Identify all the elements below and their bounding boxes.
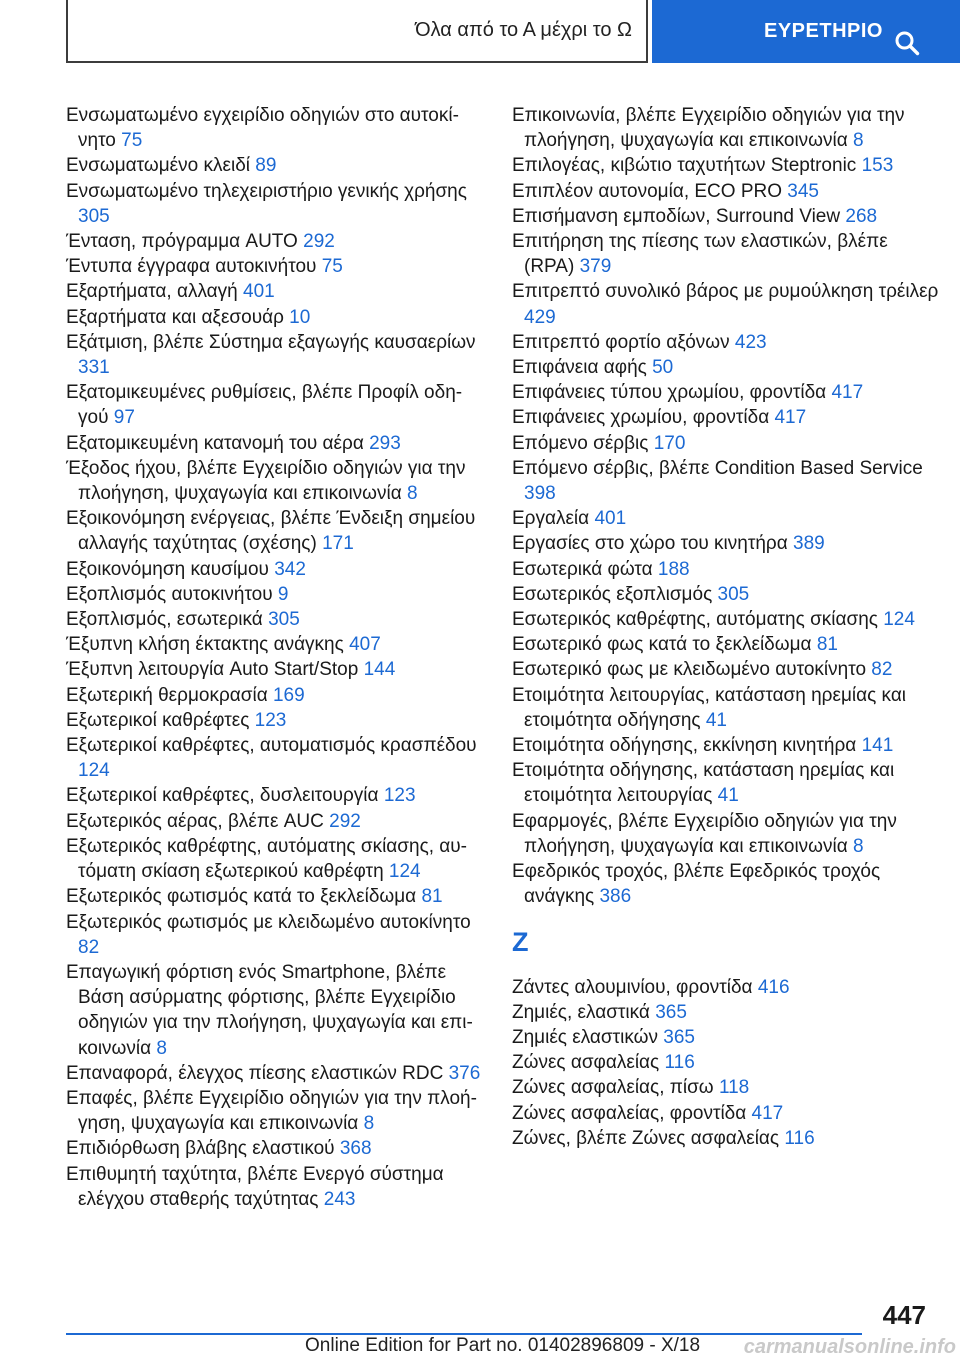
index-entry-text: Ζημιές ελαστικών: [512, 1026, 658, 1048]
page-reference-link[interactable]: 342: [274, 558, 306, 580]
page-reference-link[interactable]: 345: [787, 180, 819, 202]
index-entry: [512, 1101, 942, 1126]
index-entry-text: Έξυπνη κλήση έκτακτης ανάγκης: [66, 634, 344, 656]
index-entry-text: Επιτήρηση της πίεσης των ελαστικών, βλέπε (RPA): [512, 231, 888, 278]
index-entry: [66, 279, 486, 304]
index-entry: [66, 1086, 486, 1136]
index-entry-text: Έξοδος ήχου, βλέπε Εγχειρίδιο οδηγιών για την πλοήγηση, ψυχαγωγία και επικοινωνία: [66, 457, 466, 505]
index-entry: [512, 683, 942, 733]
index-entry: [66, 305, 486, 330]
index-entry: [66, 557, 486, 582]
index-entry: [512, 809, 942, 859]
index-entry: [66, 783, 486, 808]
page-reference-link[interactable]: 331: [78, 357, 110, 379]
page-reference-link[interactable]: 82: [871, 659, 893, 681]
index-entry: [66, 683, 486, 708]
index-entry: [512, 1050, 942, 1075]
index-entry-text: Εργαλεία: [512, 508, 590, 530]
index-entry: [512, 1000, 942, 1025]
index-entry: [512, 405, 942, 430]
index-entry-text: Επαφές, βλέπε Εγχειρίδιο οδηγιών για την πλοήγηση, ψυχαγωγία και επικοινωνία: [66, 1087, 477, 1135]
page-reference-link[interactable]: 75: [321, 256, 343, 278]
index-entry-text: Εξοπλισμός, εσωτερικά: [66, 609, 263, 631]
index-group-zeta: [512, 975, 942, 1151]
index-entry: [66, 733, 486, 783]
index-entry: [66, 582, 486, 607]
index-entry: [512, 229, 942, 279]
index-entry: [66, 506, 486, 556]
page-reference-link[interactable]: 82: [78, 936, 100, 958]
tab-all-a-to-z-label: Όλα από το Α μέχρι το Ω: [415, 19, 632, 41]
page-reference-link[interactable]: 8: [363, 1113, 375, 1135]
index-entry-text: Επιθυμητή ταχύτητα, βλέπε Ενεργό σύστημα ελέγχου σταθερής ταχύτητας: [66, 1163, 444, 1210]
index-entry: [66, 456, 486, 506]
index-entry: [512, 204, 942, 229]
index-entry: [512, 330, 942, 355]
index-entry: [512, 1075, 942, 1100]
index-entry-text: Ένταση, πρόγραμμα AUTO: [66, 231, 298, 253]
index-entry-text: Ενσωματωμένο τηλεχειριστήριο γενικής χρήσης: [66, 180, 467, 202]
page-reference-link[interactable]: 50: [652, 357, 674, 379]
index-entry-text: Επιλογέας, κιβώτιο ταχυτήτων Steptronic: [512, 155, 857, 177]
index-entry: [512, 859, 942, 909]
tab-index[interactable]: [652, 0, 960, 63]
index-entry: [512, 103, 942, 153]
index-entry-text: Επαγωγική φόρτιση ενός Smartphone, βλέπε Βάση ασύρματης φόρτισης, βλέπε Εγχειρίδιο οδηγιών για την πλοήγηση, ψυχαγωγία και επικοινωνία: [66, 961, 473, 1059]
index-entry: [66, 657, 486, 682]
page-reference-link[interactable]: 9: [277, 583, 289, 605]
page-reference-link[interactable]: 8: [156, 1037, 167, 1059]
index-entry: [512, 506, 942, 531]
page-reference-link[interactable]: 118: [718, 1077, 750, 1099]
page-reference-link[interactable]: 123: [254, 709, 287, 731]
page-reference-link[interactable]: 124: [883, 609, 915, 631]
index-entry: [512, 431, 942, 456]
page-reference-link[interactable]: 124: [78, 760, 110, 782]
index-entry-text: Επιφάνειες τύπου χρωμίου, φροντίδα: [512, 382, 827, 404]
page-reference-link[interactable]: 389: [793, 533, 825, 555]
index-entry-text: Ζώνες ασφαλείας, πίσω: [512, 1077, 714, 1099]
index-entry-text: Εργασίες στο χώρο του κινητήρα: [512, 533, 788, 555]
index-entry-text: Ζώνες, βλέπε Ζώνες ασφαλείας: [512, 1127, 780, 1149]
index-entry-text: Εξοικονόμηση ενέργειας, βλέπε Ένδειξη σημείου αλλαγής ταχύτητας (σχέσης): [66, 508, 476, 555]
page-reference-link[interactable]: 379: [579, 256, 612, 278]
watermark-logo: carmanualsonline.info: [743, 1336, 956, 1358]
index-entry-text: Εξωτερικοί καθρέφτες: [66, 709, 250, 731]
page-reference-link[interactable]: 116: [784, 1127, 815, 1149]
index-entry-text: Εξαρτήματα, αλλαγή: [66, 281, 238, 303]
index-entry-text: Επισήμανση εμποδίων, Surround View: [512, 205, 841, 227]
index-entry-text: Εξατομικευμένη κατανομή του αέρα: [66, 432, 364, 454]
index-entry-text: Εσωτερικός εξοπλισμός: [512, 583, 713, 605]
index-entry-text: Επιπλέον αυτονομία, ECO PRO: [512, 180, 783, 202]
index-column-left: [66, 103, 486, 1212]
index-entry-text: Ζώνες ασφαλείας, φροντίδα: [512, 1102, 747, 1124]
index-entry-text: Έντυπα έγγραφα αυτοκινήτου: [66, 256, 317, 278]
index-entry: [66, 960, 486, 1061]
page-reference-link[interactable]: 416: [757, 976, 790, 998]
page-reference-link[interactable]: 305: [717, 583, 750, 605]
index-entry: [66, 607, 486, 632]
search-icon[interactable]: [894, 30, 920, 56]
index-entry-text: Έξυπνη λειτουργία Auto Start/Stop: [66, 659, 359, 681]
page-reference-link[interactable]: 305: [78, 205, 110, 227]
page-reference-link[interactable]: 141: [861, 735, 894, 757]
page-reference-link[interactable]: 8: [853, 130, 864, 152]
index-entry: [66, 229, 486, 254]
index-entry: [66, 1136, 486, 1161]
page-reference-link[interactable]: 153: [861, 155, 894, 177]
index-entry: [66, 254, 486, 279]
index-entry: [512, 632, 942, 657]
page-reference-link[interactable]: 169: [272, 684, 305, 706]
index-entry: [512, 380, 942, 405]
index-entry: [512, 279, 942, 329]
page-reference-link[interactable]: 81: [421, 886, 443, 908]
index-entry: [512, 355, 942, 380]
page-reference-link[interactable]: 398: [524, 483, 556, 505]
index-entry-text: Ετοιμότητα λειτουργίας, κατάσταση ηρεμίας και ετοιμότητα οδήγησης: [512, 684, 907, 731]
page-reference-link[interactable]: 365: [663, 1026, 695, 1048]
index-entry-text: Εσωτερικό φως με κλειδωμένο αυτοκίνητο: [512, 659, 867, 681]
page-reference-link[interactable]: 417: [751, 1102, 784, 1124]
index-entry: [66, 834, 486, 884]
index-entry-text: Εξοπλισμός αυτοκινήτου: [66, 583, 273, 605]
index-entry: [512, 975, 942, 1000]
index-entry: [512, 1025, 942, 1050]
index-entry: [66, 431, 486, 456]
page-reference-link[interactable]: 401: [594, 508, 627, 530]
page-reference-link[interactable]: 75: [121, 130, 143, 152]
index-entry-text: Επόμενο σέρβις, βλέπε Condition Based Service: [512, 457, 923, 479]
page-reference-link[interactable]: 423: [734, 331, 767, 353]
page-reference-link[interactable]: 417: [831, 382, 864, 404]
index-entry-text: Ενσωματωμένο κλειδί: [66, 155, 250, 177]
index-entry-text: Επιτρεπτό φορτίο αξόνων: [512, 331, 730, 353]
index-entry: [512, 657, 942, 682]
index-entry-text: Εξωτερικός καθρέφτης, αυτόματης σκίασης, αυτόματη σκίαση εξωτερικού καθρέφτη: [66, 835, 467, 883]
page-reference-link[interactable]: 293: [369, 432, 401, 454]
page-reference-link[interactable]: 368: [339, 1138, 372, 1160]
index-entry: [512, 531, 942, 556]
page-reference-link[interactable]: 171: [322, 533, 354, 555]
index-entry: [512, 582, 942, 607]
page-reference-link[interactable]: 8: [407, 483, 418, 505]
index-entry-text: Ετοιμότητα οδήγησης, κατάσταση ηρεμίας και ετοιμότητα λειτουργίας: [512, 760, 895, 807]
page-reference-link[interactable]: 170: [653, 432, 686, 454]
index-entry-text: Εσωτερικά φώτα: [512, 558, 653, 580]
index-entry: [512, 607, 942, 632]
page-reference-link[interactable]: 41: [717, 785, 739, 807]
page-reference-link[interactable]: 188: [657, 558, 690, 580]
index-entry: [512, 179, 942, 204]
index-entry-text: Επόμενο σέρβις: [512, 432, 649, 454]
index-entry-text: Ζημιές, ελαστικά: [512, 1001, 650, 1023]
index-entry: [66, 632, 486, 657]
index-entry-text: Επιτρεπτό συνολικό βάρος με ρυμούλκηση τρέιλερ: [512, 281, 939, 303]
index-entry: [512, 456, 942, 506]
page-reference-link[interactable]: 376: [448, 1062, 481, 1084]
page-reference-link[interactable]: 8: [853, 835, 864, 857]
page-reference-link[interactable]: 429: [524, 306, 556, 328]
index-entry-text: Επαναφορά, έλεγχος πίεσης ελαστικών RDC: [66, 1062, 444, 1084]
index-group-epsilon: [512, 103, 942, 910]
index-entry: [66, 809, 486, 834]
page-reference-link[interactable]: 386: [599, 886, 632, 908]
index-entry-text: Ζάντες αλουμινίου, φροντίδα: [512, 976, 753, 998]
index-entry: [66, 708, 486, 733]
index-entry-text: Εξατομικευμένες ρυθμίσεις, βλέπε Προφίλ οδηγού: [66, 382, 463, 429]
index-entry-text: Εξωτερικοί καθρέφτες, δυσλειτουργία: [66, 785, 379, 807]
edition-footer: Online Edition for Part no. 01402896809 - X/18: [305, 1335, 701, 1356]
page-reference-link[interactable]: 89: [255, 155, 277, 177]
page-reference-link[interactable]: 365: [655, 1001, 687, 1023]
index-entry-text: Εφαρμογές, βλέπε Εγχειρίδιο οδηγιών για την πλοήγηση, ψυχαγωγία και επικοινωνία: [512, 810, 897, 857]
index-entry: [66, 1162, 486, 1212]
page-reference-link[interactable]: 268: [845, 205, 878, 227]
page-reference-link[interactable]: 417: [774, 407, 807, 429]
page-reference-link[interactable]: 97: [113, 407, 135, 429]
page-reference-link[interactable]: 123: [383, 785, 416, 807]
index-entry-text: Εξωτερική θερμοκρασία: [66, 684, 268, 706]
tab-all-a-to-z[interactable]: [66, 0, 648, 63]
index-entry: [512, 153, 942, 178]
page-reference-link[interactable]: 144: [363, 659, 396, 681]
index-entry: [66, 330, 486, 380]
index-entry-text: Εσωτερικός καθρέφτης, αυτόματης σκίασης: [512, 609, 878, 631]
index-entry-text: Ζώνες ασφαλείας: [512, 1052, 660, 1074]
index-entry: [512, 733, 942, 758]
index-entry: [512, 1126, 942, 1151]
index-entry-text: Εσωτερικό φως κατά το ξεκλείδωμα: [512, 634, 812, 656]
page-number: 447: [882, 1300, 926, 1330]
index-entry: [66, 380, 486, 430]
page-reference-link[interactable]: 41: [705, 709, 727, 731]
page-reference-link[interactable]: 243: [323, 1188, 356, 1210]
index-entry: [66, 103, 486, 153]
index-entry-text: Επιφάνειες χρωμίου, φροντίδα: [512, 407, 770, 429]
index-entry-text: Επικοινωνία, βλέπε Εγχειρίδιο οδηγιών για την πλοήγηση, ψυχαγωγία και επικοινωνία: [512, 105, 905, 152]
index-entry: [66, 179, 486, 229]
index-entry-text: Εξαρτήματα και αξεσουάρ: [66, 306, 284, 328]
index-entry: [66, 910, 486, 960]
page-reference-link[interactable]: 81: [816, 634, 838, 656]
page-reference-link[interactable]: 10: [289, 306, 311, 328]
index-entry: [66, 153, 486, 178]
index-entry-text: Εξωτερικός φωτισμός κατά το ξεκλείδωμα: [66, 886, 417, 908]
index-entry-text: Εξωτερικός φωτισμός με κλειδωμένο αυτοκίνητο: [66, 911, 471, 933]
page-reference-link[interactable]: 407: [349, 634, 381, 656]
page-reference-link[interactable]: 305: [268, 609, 300, 631]
page-reference-link[interactable]: 292: [329, 810, 361, 832]
index-entry-text: Εξάτμιση, βλέπε Σύστημα εξαγωγής καυσαερίων: [66, 331, 476, 353]
section-letter-heading: Ζ: [512, 926, 529, 957]
index-column-right: [512, 103, 942, 1151]
index-entry-text: Εξοικονόμηση καυσίμου: [66, 558, 269, 580]
index-entry-text: Ενσωματωμένο εγχειρίδιο οδηγιών στο αυτοκίνητο: [66, 105, 459, 152]
page-reference-link[interactable]: 116: [664, 1052, 695, 1074]
index-entry-text: Ετοιμότητα οδήγησης, εκκίνηση κινητήρα: [512, 735, 857, 757]
index-entry: [512, 758, 942, 808]
index-entry-text: Επιδιόρθωση βλάβης ελαστικού: [66, 1138, 335, 1160]
tab-index-label: ΕΥΡΕΤΗΡΙΟ: [764, 20, 883, 42]
index-entry: [66, 1061, 486, 1086]
page-reference-link[interactable]: 124: [388, 861, 421, 883]
page-reference-link[interactable]: 401: [243, 281, 275, 303]
page-reference-link[interactable]: 292: [303, 231, 335, 253]
index-entry-text: Εξωτερικός αέρας, βλέπε AUC: [66, 810, 324, 832]
index-entry-text: Εφεδρικός τροχός, βλέπε Εφεδρικός τροχός ανάγκης: [512, 861, 881, 908]
index-entry: [512, 557, 942, 582]
index-entry: [66, 884, 486, 909]
index-entry-text: Εξωτερικοί καθρέφτες, αυτοματισμός κρασπέδου: [66, 735, 477, 757]
index-entry-text: Επιφάνεια αφής: [512, 357, 647, 379]
